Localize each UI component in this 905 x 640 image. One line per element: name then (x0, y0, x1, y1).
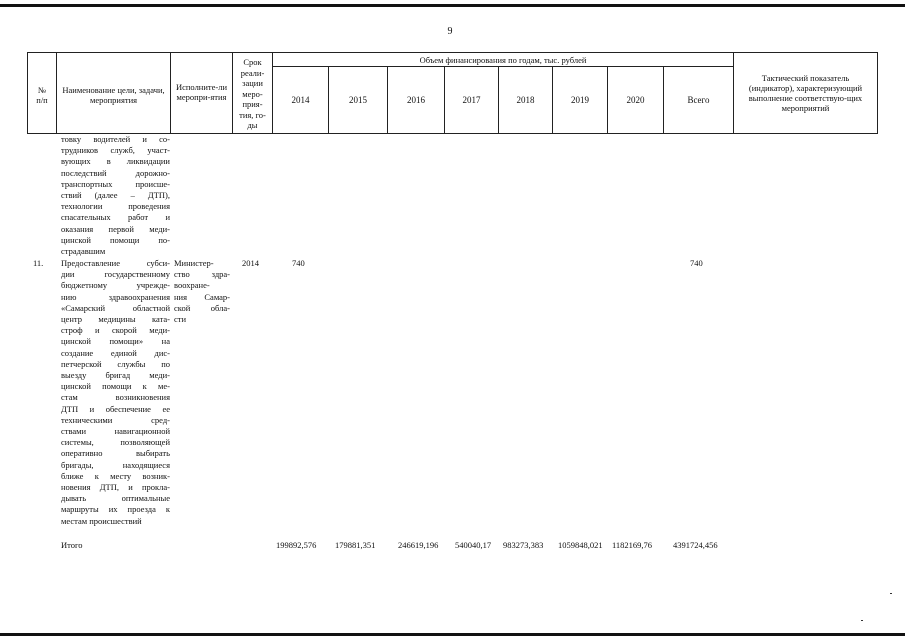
header-indicator: Тактический показатель (индикатор), характеризующий выполнение соответствую-щих мероприятий (748, 73, 863, 113)
row-name-line: «Самарский областной (61, 302, 170, 313)
header-term-line: Срок (243, 57, 262, 68)
totals-label: Итого (61, 540, 83, 550)
row-name-line: бригады, находящиеся (61, 459, 170, 470)
continuation-text-line: страдавшим (61, 246, 106, 257)
continuation-text-line: транспортных происше- (61, 178, 170, 189)
totals-total: 4391724,456 (673, 540, 718, 550)
row-name-line: ствами навигационной (61, 426, 170, 437)
row-executor-line: ской обла- (174, 302, 230, 313)
row-name-line: системы, позволяющей (61, 437, 170, 448)
continuation-text-line: спасательных работ и (61, 212, 170, 223)
header-term-line: зации (242, 78, 263, 89)
row-name-line: техническими сред- (61, 414, 170, 425)
header-term-line: меро- (242, 88, 263, 99)
header-year-2019: 2019 (571, 95, 589, 105)
row-name-line: создание единой дис- (61, 347, 170, 358)
row-name-line: ДТП и обеспечение ее (61, 403, 170, 414)
top-border-rule (0, 4, 905, 7)
continuation-text-line: технологии проведения (61, 201, 170, 212)
header-year-2020: 2020 (626, 95, 645, 105)
scan-speck (861, 620, 863, 621)
row-name-line: нию здравоохранения (61, 291, 170, 302)
scan-speck (890, 593, 892, 594)
row-executor (174, 258, 230, 325)
row-executor-line: Министер- (174, 258, 214, 268)
row-name-line: центр медицины ката- (61, 314, 170, 325)
header-year-2014: 2014 (291, 95, 310, 105)
totals-2017: 540040,17 (455, 540, 492, 550)
row-name-line: дии государственному (61, 269, 170, 280)
header-year-2017: 2017 (462, 95, 481, 105)
header-year-2016: 2016 (407, 95, 425, 105)
row-name-line: оперативно выбирать (61, 448, 170, 459)
header-term-line: ды (247, 120, 258, 131)
continuation-text-line: ствий (далее – ДТП), (61, 190, 170, 201)
header-vline (877, 52, 878, 134)
continuation-text (61, 134, 170, 257)
header-year-2015: 2015 (349, 95, 367, 105)
row-name (61, 258, 170, 527)
header-funding: Объем финансирования по годам, тыс. рублей (419, 55, 587, 65)
row-number: 11. (33, 258, 44, 268)
row-name-line: местам происшествий (61, 515, 142, 526)
header-executor: Исполните-ли меропри-ятия (175, 82, 228, 102)
row-name-line: петчерской службы по (61, 358, 170, 369)
row-executor-line: ния Самар- (174, 291, 230, 302)
row-name-line: стам возникновения (61, 392, 170, 403)
row-executor-line: сти (174, 314, 187, 325)
totals-2016: 246619,196 (398, 540, 439, 550)
totals-2018: 983273,383 (503, 540, 544, 550)
bottom-border-rule (0, 633, 905, 636)
page-number: 9 (447, 26, 453, 37)
continuation-text-line: трудников служб, участ- (61, 145, 170, 156)
totals-2020: 1182169,76 (612, 540, 653, 550)
row-name-line: цинской помощи» на (61, 336, 170, 347)
row-executor-line: ство здра- (174, 269, 230, 280)
row-value-total: 740 (690, 258, 703, 268)
row-name-line: строф и скорой меди- (61, 325, 170, 336)
row-name-line: дывать оптимальные (61, 493, 170, 504)
row-name-line: маршруты их проезда к (61, 504, 170, 515)
header-name: Наименование цели, задачи, мероприятия (62, 85, 165, 105)
header-term-line: реали- (240, 67, 265, 78)
totals-2014: 199892,576 (276, 540, 317, 550)
header-term-line: тия, го- (239, 109, 266, 120)
continuation-text-line: цинской помощи по- (61, 234, 170, 245)
totals-2015: 179881,351 (335, 540, 376, 550)
continuation-text-line: последствий дорожно- (61, 167, 170, 178)
row-name-line: Предоставление субси- (61, 258, 170, 268)
header-term (233, 54, 272, 134)
continuation-text-line: оказания первой меди- (61, 223, 170, 234)
row-name-line: ближе к месту возник- (61, 470, 170, 481)
row-value-2014: 740 (292, 258, 305, 268)
row-name-line: цинской помощи к ме- (61, 381, 170, 392)
header-total: Всего (687, 95, 710, 105)
continuation-text-line: товку водителей и со- (61, 134, 170, 144)
row-term: 2014 (242, 258, 259, 268)
row-name-line: новения ДТП, и прокла- (61, 482, 170, 493)
row-name-line: выезду бригад меди- (61, 370, 170, 381)
header-num: № п/п (36, 85, 48, 105)
header-top-line (27, 52, 878, 53)
row-executor-line: воохране- (174, 280, 210, 291)
continuation-text-line: вующих в ликвидации (61, 156, 170, 167)
header-year-2018: 2018 (516, 95, 535, 105)
header-term-line: прия- (242, 99, 263, 110)
totals-2019: 1059848,021 (558, 540, 603, 550)
row-name-line: бюджетному учрежде- (61, 280, 170, 291)
